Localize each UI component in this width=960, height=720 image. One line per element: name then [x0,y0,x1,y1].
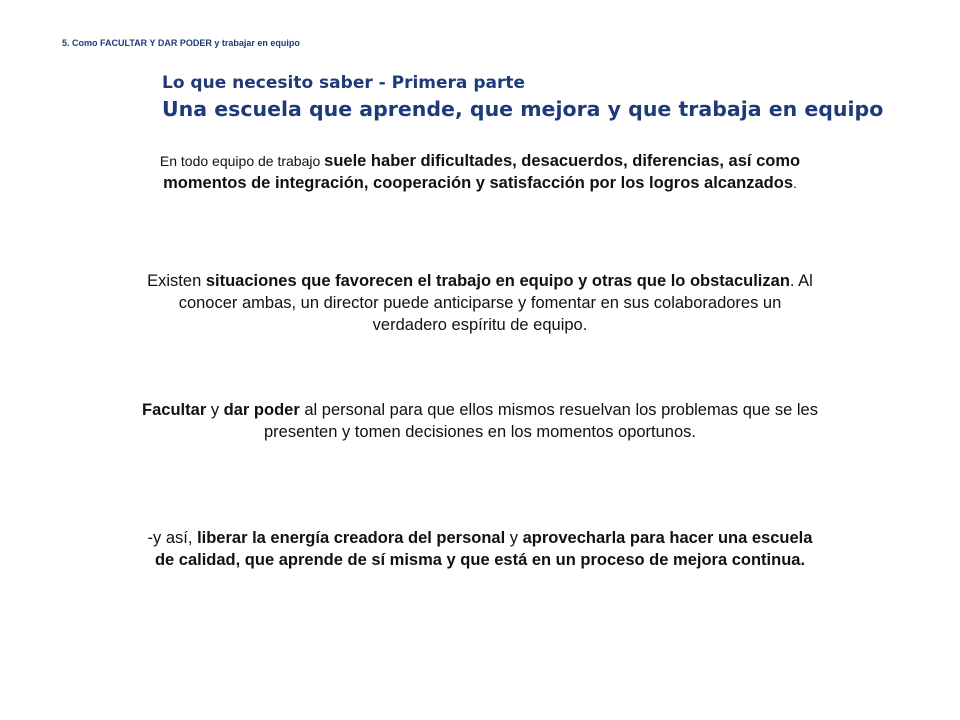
paragraph-team-difficulties [140,150,820,194]
paragraph-liberate-energy [140,527,820,571]
paragraph-text: . Al conocer ambas, un director puede anticiparse y fomentar en sus colaboradores un verdadero espíritu de equipo. [178,272,813,334]
paragraph-emphasis: liberar la energía creadora del personal [197,529,506,547]
paragraph-emphasis: situaciones que favorecen el trabajo en equipo y otras que lo obstaculizan [205,272,790,290]
paragraph-text: En todo equipo de trabajo [159,153,325,169]
paragraph-text: y [505,529,523,547]
paragraph-text: -y así, [147,529,198,547]
paragraph-emphasis: Facultar [142,401,207,419]
section-subtitle: Lo que necesito saber - Primera parte [162,73,525,93]
breadcrumb: 5. Como FACULTAR Y DAR PODER y trabajar en equipo [62,38,300,48]
paragraph-text: . [793,175,797,191]
paragraph-favorable-situations [140,270,820,336]
paragraph-text: y [206,401,224,419]
paragraph-text: al personal para que ellos mismos resuelvan los problemas que se les presenten y tomen decisiones en los momentos oportunos. [264,401,818,441]
paragraph-empower [140,399,820,443]
paragraph-text: Existen [147,272,206,290]
paragraph-emphasis: aprovecharla para hacer una escuela de calidad, que aprende de sí misma y que está en un proceso de mejora continua. [154,529,813,569]
page-title: Una escuela que aprende, que mejora y que trabaja en equipo [162,97,884,121]
paragraph-emphasis: dar poder [223,401,300,419]
paragraph-emphasis: suele haber dificultades, desacuerdos, diferencias, así como momentos de integración, cooperación y satisfacción por los logros alcanzados [163,152,801,192]
